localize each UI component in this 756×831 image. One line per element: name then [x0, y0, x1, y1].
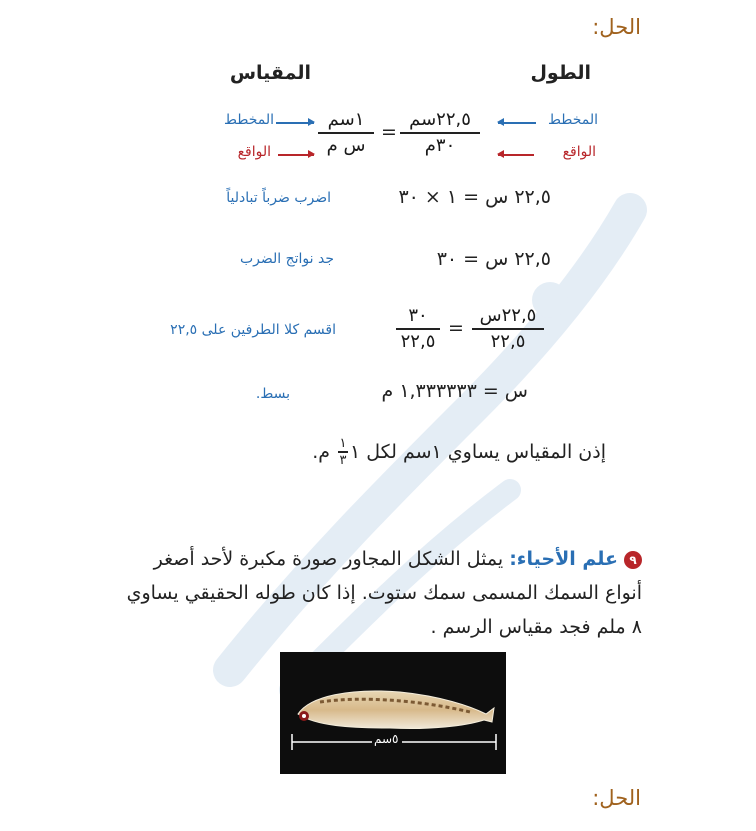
fraction-scale-denominator: س م: [326, 135, 366, 156]
problem-paragraph: [112, 542, 642, 644]
step4-equation: س = ١,٣٣٣٣٣٣ م: [381, 380, 528, 402]
label-real-left: الواقع: [237, 144, 271, 160]
step2-equation: ٢٢,٥ س = ٣٠: [436, 248, 551, 270]
division-right-numerator: ٣٠: [408, 305, 428, 326]
fish-illustration: [280, 652, 506, 774]
fraction-length-numerator: ٢٢,٥سم: [409, 109, 471, 130]
conclusion-text: إذن المقياس يساوي ١سم لكل: [366, 440, 606, 463]
arrow-diagram-left: [276, 122, 314, 124]
fraction-scale: [318, 108, 374, 158]
problem-number-badge: ٩: [624, 551, 642, 569]
label-real-right: الواقع: [562, 144, 596, 160]
header-scale: المقياس: [229, 62, 311, 84]
division-right-denominator: ٢٢,٥: [400, 331, 436, 352]
label-diagram-left: المخطط: [223, 112, 274, 128]
fraction-length-denominator: ٣٠م: [424, 135, 456, 156]
conclusion-fraction: [338, 436, 348, 468]
conclusion-fraction-den: ٣: [339, 452, 347, 468]
header-length: الطول: [530, 62, 591, 84]
solution-label: الحل:: [592, 15, 641, 39]
division-left-denominator: ٢٢,٥: [490, 331, 526, 352]
fish-figure: [280, 652, 506, 774]
division-left: [472, 304, 544, 354]
fraction-length: [400, 108, 480, 158]
fraction-scale-numerator: ١سم: [327, 109, 365, 130]
equals-sign: =: [381, 121, 397, 143]
step4-note: بسط.: [255, 386, 290, 402]
fish-measure-label: ٥سم: [374, 732, 399, 746]
conclusion: [312, 436, 606, 468]
label-diagram-right: المخطط: [547, 112, 598, 128]
problem-text: يمثل الشكل المجاور صورة مكبرة لأحد أصغر أنواع السمك المسمى سمك ستوت. إذا كان طوله الحقيقي يساوي ٨ ملم فجد مقياس الرسم .: [126, 548, 642, 638]
step1-equation: ٢٢,٥ س = ١ × ٣٠: [398, 186, 551, 208]
arrow-diagram-right: [498, 122, 536, 124]
arrow-real-right: [498, 154, 534, 156]
step2-note: جد نواتج الضرب: [239, 251, 334, 267]
division-left-numerator: ٢٢,٥س: [479, 305, 537, 326]
conclusion-whole: ١: [350, 440, 361, 463]
conclusion-unit: م.: [312, 440, 331, 463]
solution-label-2: الحل:: [592, 786, 641, 810]
division-right: [396, 304, 440, 354]
step1-note: اضرب ضرباً تبادلياً: [226, 190, 331, 206]
conclusion-fraction-num: ١: [339, 436, 347, 451]
step3-note: اقسم كلا الطرفين على ٢٢,٥: [170, 322, 336, 338]
equals-sign: =: [448, 317, 464, 339]
problem-topic: علم الأحياء:: [509, 548, 618, 570]
arrow-real-left: [278, 154, 314, 156]
